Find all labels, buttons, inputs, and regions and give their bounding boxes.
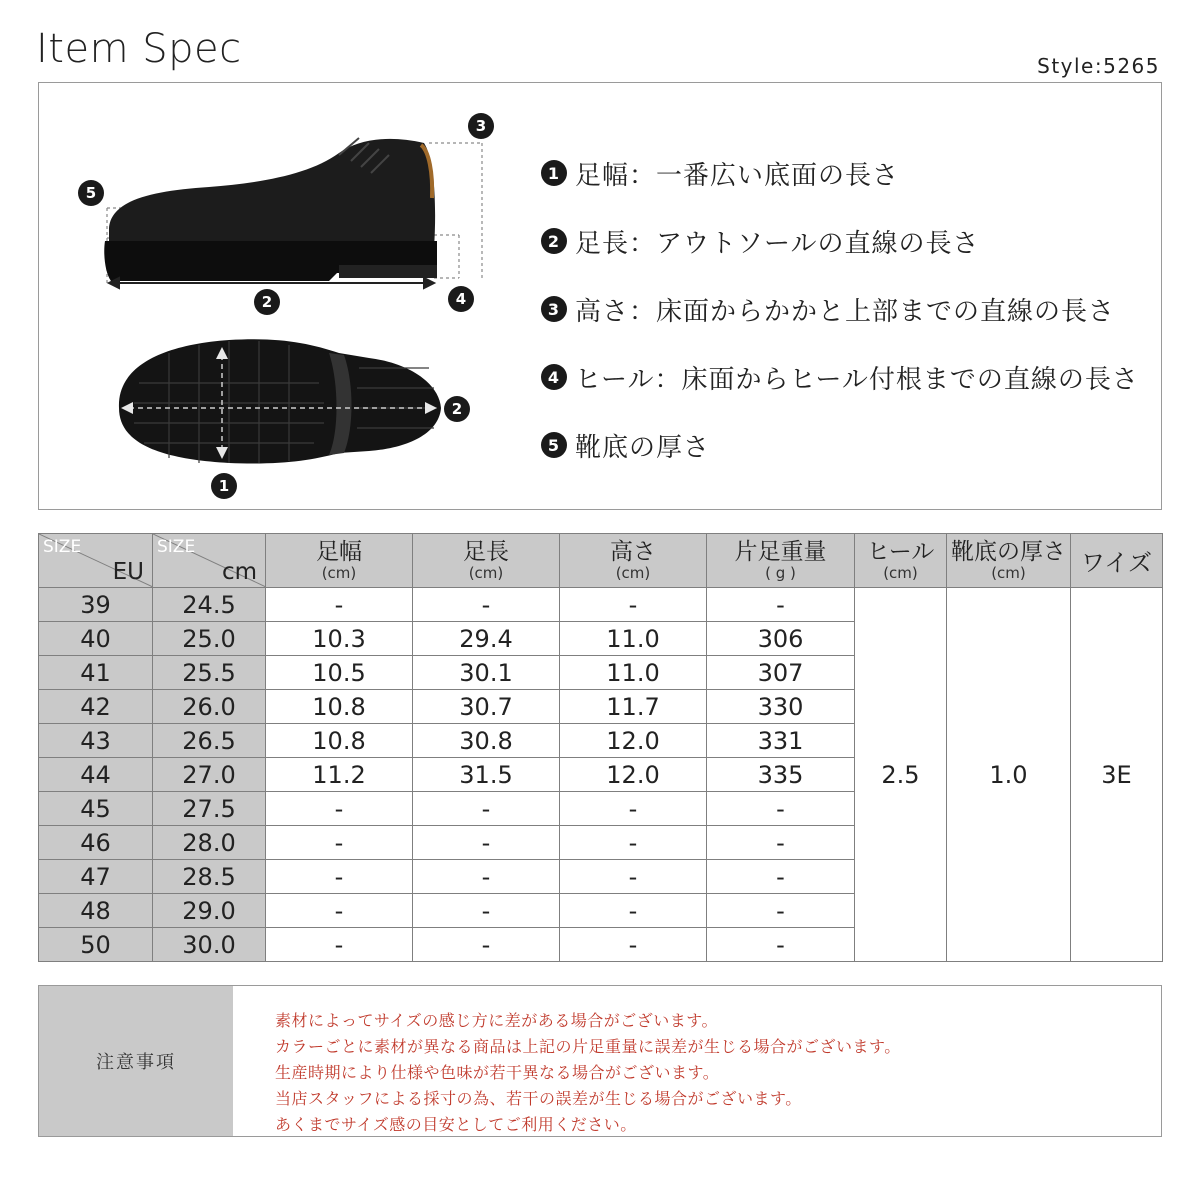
width-cell: - — [266, 588, 413, 622]
legend-text: ヒール：床面からヒール付根までの直線の長さ — [575, 364, 1139, 395]
length-cell: - — [413, 792, 560, 826]
svg-text:5: 5 — [85, 184, 97, 202]
cm-cell: 27.0 — [153, 758, 266, 792]
shoe-side-view — [104, 138, 437, 281]
legend-item — [541, 275, 1161, 343]
weight-cell: - — [707, 588, 855, 622]
spec-diagram-panel — [38, 82, 1162, 510]
table-header-row — [39, 534, 1163, 588]
legend-item — [541, 411, 1161, 479]
notes-list — [275, 1008, 901, 1138]
height-cell: 11.0 — [560, 656, 707, 690]
width-cell: 10.3 — [266, 622, 413, 656]
note-item: カラーごとに素材が異なる商品は上記の片足重量に誤差が生じる場合がございます。 — [275, 1037, 901, 1056]
cm-label: cm — [221, 559, 257, 585]
width-cell: 10.8 — [266, 690, 413, 724]
height-cell: 11.7 — [560, 690, 707, 724]
notes-panel — [38, 985, 1162, 1137]
legend-text: 高さ：床面からかかと上部までの直線の長さ — [575, 296, 1116, 327]
width-cell: - — [266, 826, 413, 860]
svg-text:3: 3 — [475, 117, 487, 135]
style-number: Style:5265 — [1037, 54, 1160, 78]
weight-cell: - — [707, 928, 855, 962]
marker-2-sole — [444, 396, 470, 422]
svg-text:2: 2 — [451, 400, 463, 418]
page-title: Item Spec — [36, 26, 242, 72]
table-body — [39, 588, 1163, 962]
width-cell: 11.2 — [266, 758, 413, 792]
measurement-legend — [541, 139, 1161, 479]
marker-2-side — [254, 289, 280, 315]
length-cell: 30.8 — [413, 724, 560, 758]
cm-cell: 26.5 — [153, 724, 266, 758]
legend-item — [541, 207, 1161, 275]
legend-text: 足長：アウトソールの直線の長さ — [575, 228, 980, 259]
height-cell: 12.0 — [560, 724, 707, 758]
width-cell: - — [266, 792, 413, 826]
weight-cell: 307 — [707, 656, 855, 690]
height-cell: - — [560, 588, 707, 622]
width-cell: 10.8 — [266, 724, 413, 758]
note-item: 素材によってサイズの感じ方に差がある場合がございます。 — [275, 1011, 718, 1030]
cm-cell: 24.5 — [153, 588, 266, 622]
cm-cell: 26.0 — [153, 690, 266, 724]
eu-cell: 42 — [39, 690, 153, 724]
header-heel: ヒール (cm) — [855, 534, 947, 588]
cm-cell: 28.5 — [153, 860, 266, 894]
legend-text: 足幅：一番広い底面の長さ — [575, 160, 900, 191]
number-badge: 1 — [541, 160, 567, 186]
weight-cell: - — [707, 894, 855, 928]
note-item: 生産時期により仕様や色味が若干異なる場合がございます。 — [275, 1063, 720, 1082]
size-label: SIZE — [157, 537, 196, 557]
eu-cell: 45 — [39, 792, 153, 826]
size-label: SIZE — [43, 537, 82, 557]
eu-cell: 39 — [39, 588, 153, 622]
cm-cell: 29.0 — [153, 894, 266, 928]
length-cell: - — [413, 826, 560, 860]
length-cell: - — [413, 894, 560, 928]
width-cell: - — [266, 860, 413, 894]
sole-value: 1.0 — [947, 588, 1071, 962]
height-cell: - — [560, 826, 707, 860]
length-cell: - — [413, 860, 560, 894]
marker-4 — [448, 286, 474, 312]
cm-cell: 28.0 — [153, 826, 266, 860]
length-cell: 30.7 — [413, 690, 560, 724]
eu-label: EU — [112, 559, 144, 585]
length-cell: 30.1 — [413, 656, 560, 690]
eu-cell: 44 — [39, 758, 153, 792]
weight-cell: - — [707, 826, 855, 860]
number-badge: 5 — [541, 432, 567, 458]
weight-cell: 330 — [707, 690, 855, 724]
shoe-illustration — [39, 83, 539, 511]
eu-cell: 47 — [39, 860, 153, 894]
svg-text:4: 4 — [455, 290, 467, 308]
number-badge: 4 — [541, 364, 567, 390]
weight-cell: 331 — [707, 724, 855, 758]
eu-cell: 40 — [39, 622, 153, 656]
length-cell: 29.4 — [413, 622, 560, 656]
svg-text:2: 2 — [261, 293, 273, 311]
marker-3 — [468, 113, 494, 139]
height-cell: 11.0 — [560, 622, 707, 656]
length-cell: - — [413, 588, 560, 622]
cm-cell: 25.0 — [153, 622, 266, 656]
marker-5 — [78, 180, 104, 206]
eu-cell: 43 — [39, 724, 153, 758]
header-wise: ワイズ — [1071, 534, 1163, 588]
header-height: 高さ (cm) — [560, 534, 707, 588]
table-row — [39, 588, 1163, 622]
shoe-sole-view — [119, 339, 441, 463]
weight-cell: 335 — [707, 758, 855, 792]
legend-text: 靴底の厚さ — [575, 432, 711, 463]
eu-cell: 50 — [39, 928, 153, 962]
height-cell: 12.0 — [560, 758, 707, 792]
height-cell: - — [560, 792, 707, 826]
eu-cell: 48 — [39, 894, 153, 928]
weight-cell: - — [707, 860, 855, 894]
header-size-eu — [39, 534, 153, 588]
header-size-cm — [153, 534, 266, 588]
number-badge: 2 — [541, 228, 567, 254]
cm-cell: 27.5 — [153, 792, 266, 826]
width-cell: - — [266, 928, 413, 962]
legend-item — [541, 139, 1161, 207]
length-cell: - — [413, 928, 560, 962]
header-weight: 片足重量 ( g ) — [707, 534, 855, 588]
width-cell: 10.5 — [266, 656, 413, 690]
cm-cell: 25.5 — [153, 656, 266, 690]
height-cell: - — [560, 928, 707, 962]
length-cell: 31.5 — [413, 758, 560, 792]
weight-cell: - — [707, 792, 855, 826]
wise-value: 3E — [1071, 588, 1163, 962]
cm-cell: 30.0 — [153, 928, 266, 962]
header-length: 足長 (cm) — [413, 534, 560, 588]
eu-cell: 46 — [39, 826, 153, 860]
width-cell: - — [266, 894, 413, 928]
header-width: 足幅 (cm) — [266, 534, 413, 588]
marker-1 — [211, 473, 237, 499]
height-cell: - — [560, 894, 707, 928]
height-cell: - — [560, 860, 707, 894]
svg-text:1: 1 — [218, 477, 230, 495]
notes-label: 注意事項 — [39, 986, 233, 1136]
legend-item — [541, 343, 1161, 411]
eu-cell: 41 — [39, 656, 153, 690]
size-table — [38, 533, 1163, 962]
weight-cell: 306 — [707, 622, 855, 656]
note-item: 当店スタッフによる採寸の為、若干の誤差が生じる場合がございます。 — [275, 1089, 802, 1108]
note-item: あくまでサイズ感の目安としてご利用ください。 — [275, 1115, 637, 1134]
header-sole: 靴底の厚さ (cm) — [947, 534, 1071, 588]
heel-value: 2.5 — [855, 588, 947, 962]
number-badge: 3 — [541, 296, 567, 322]
